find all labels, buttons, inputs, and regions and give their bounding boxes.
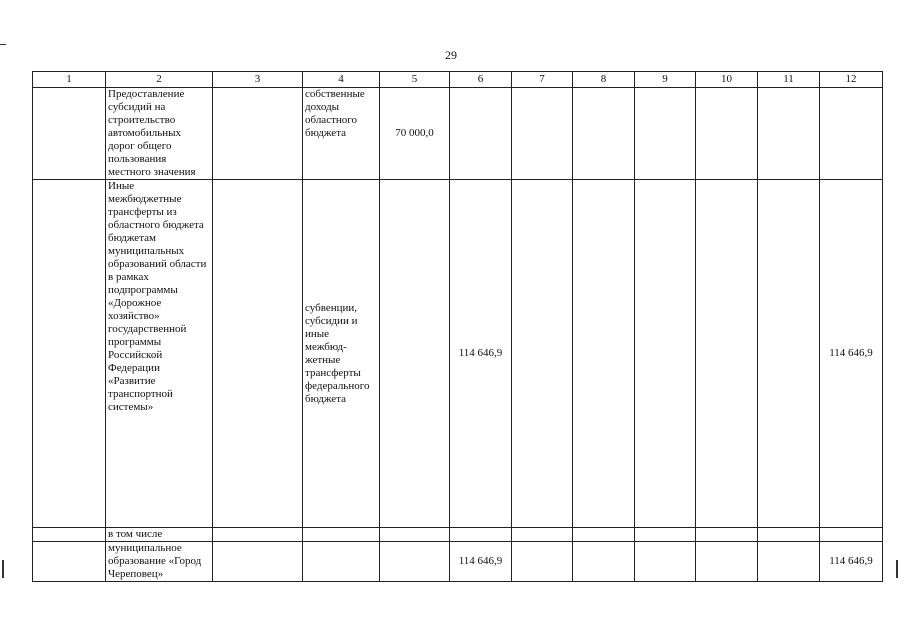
column-header: 7	[512, 72, 573, 88]
column-header: 5	[380, 72, 450, 88]
amount-cell	[450, 88, 512, 180]
cell	[573, 88, 635, 180]
funding-source: собственные доходы областного бюджета	[303, 88, 380, 180]
amount-cell	[820, 88, 883, 180]
cell	[635, 180, 696, 528]
header-row	[33, 72, 883, 88]
amount-cell: 114 646,9	[820, 542, 883, 582]
column-header: 8	[573, 72, 635, 88]
item-description: Предоставление субсидий на строительство автомобильных дорог общего пользования местного значения	[106, 88, 213, 180]
item-description: Иные межбюджетные трансферты из областного бюджета бюджетам муниципальных образований области в рамках подпрограммы «Дорожное хозяйство» государственной программы Российской Федерации «Развитие транспортной системы»	[106, 180, 213, 528]
column-header: 1	[33, 72, 106, 88]
cell	[213, 528, 303, 542]
cell	[696, 88, 758, 180]
table-row	[33, 180, 883, 528]
cell	[33, 542, 106, 582]
scan-mark-right	[896, 560, 898, 578]
cell	[380, 542, 450, 582]
column-header: 9	[635, 72, 696, 88]
table-row	[33, 88, 883, 180]
cell	[696, 180, 758, 528]
cell	[758, 542, 820, 582]
amount-cell: 70 000,0	[380, 88, 450, 180]
cell	[33, 528, 106, 542]
amount-cell	[380, 180, 450, 528]
cell	[512, 180, 573, 528]
column-header: 4	[303, 72, 380, 88]
cell	[512, 528, 573, 542]
cell	[512, 88, 573, 180]
cell	[303, 542, 380, 582]
cell	[213, 88, 303, 180]
funding-source: субвенции, субсидии и иные межбюд- жетные трансферты федерального бюджета	[303, 180, 380, 528]
cell	[573, 528, 635, 542]
cell	[758, 180, 820, 528]
cell	[213, 542, 303, 582]
page-number: 29	[445, 48, 457, 62]
cell	[380, 528, 450, 542]
table-row	[33, 528, 883, 542]
cell	[635, 88, 696, 180]
cell	[758, 88, 820, 180]
cell	[820, 528, 883, 542]
table-row	[33, 542, 883, 582]
item-description: муниципальное образование «Город Череповец»	[106, 542, 213, 582]
cell	[635, 528, 696, 542]
cell	[303, 528, 380, 542]
cell	[573, 542, 635, 582]
column-header: 11	[758, 72, 820, 88]
column-header: 3	[213, 72, 303, 88]
cell	[512, 542, 573, 582]
scan-mark-top	[0, 44, 6, 45]
scan-mark-left	[2, 560, 4, 578]
cell	[450, 528, 512, 542]
cell	[33, 180, 106, 528]
cell	[696, 542, 758, 582]
amount-cell: 114 646,9	[450, 180, 512, 528]
cell	[696, 528, 758, 542]
budget-table	[32, 71, 883, 582]
column-header: 2	[106, 72, 213, 88]
cell	[213, 180, 303, 528]
cell	[635, 542, 696, 582]
cell	[33, 88, 106, 180]
amount-cell: 114 646,9	[450, 542, 512, 582]
column-header: 10	[696, 72, 758, 88]
item-description: в том числе	[106, 528, 213, 542]
column-header: 6	[450, 72, 512, 88]
column-header: 12	[820, 72, 883, 88]
cell	[573, 180, 635, 528]
cell	[758, 528, 820, 542]
amount-cell: 114 646,9	[820, 180, 883, 528]
